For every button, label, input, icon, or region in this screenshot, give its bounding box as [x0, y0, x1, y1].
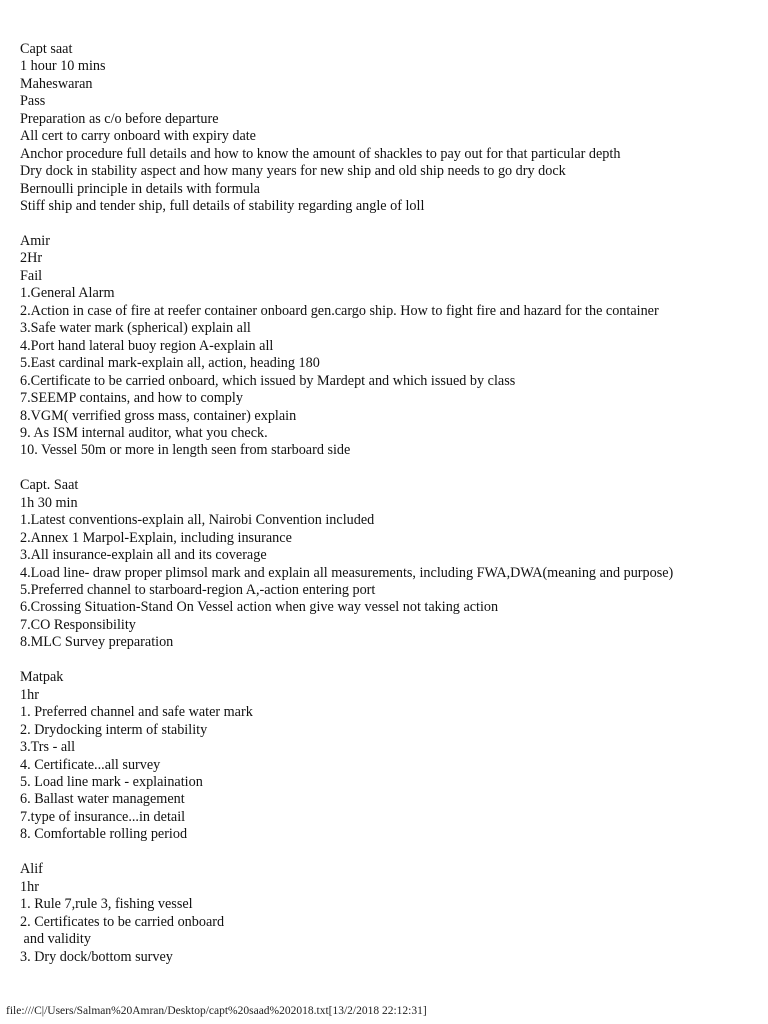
question-item: 4. Certificate...all survey: [20, 756, 161, 773]
question-item: 8.VGM( verrified gross mass, container) explain: [20, 407, 297, 424]
candidate-name: Alif: [20, 861, 43, 878]
question-item: and validity: [20, 931, 91, 948]
question-item: 3.Trs - all: [20, 739, 76, 756]
candidate-name: Maheswaran: [20, 75, 93, 92]
question-item: 7.SEEMP contains, and how to comply: [20, 390, 243, 407]
question-item: Anchor procedure full details and how to know the amount of shackles to pay out for that particular depth: [20, 145, 621, 162]
question-item: 1.Latest conventions-explain all, Nairobi Convention included: [20, 512, 375, 529]
candidate-name: Matpak: [20, 669, 64, 686]
question-item: 2.Action in case of fire at reefer container onboard gen.cargo ship. How to fight fire and hazard for the container: [20, 302, 659, 319]
question-item: 4.Port hand lateral buoy region A-explain all: [20, 337, 274, 354]
question-item: 5.Preferred channel to starboard-region A,-action entering port: [20, 582, 376, 599]
question-item: 2.Annex 1 Marpol-Explain, including insurance: [20, 529, 292, 546]
file-path-footer: file:///C|/Users/Salman%20Amran/Desktop/capt%20saad%202018.txt[13/2/2018 22:12:31]: [6, 1005, 427, 1017]
question-item: 6.Certificate to be carried onboard, which issued by Mardept and which issued by class: [20, 372, 516, 389]
exam-result: Fail: [20, 267, 43, 284]
question-item: Bernoulli principle in details with formula: [20, 180, 260, 197]
question-item: 7.CO Responsibility: [20, 616, 136, 633]
question-item: 1. Preferred channel and safe water mark: [20, 704, 253, 721]
question-item: 9. As ISM internal auditor, what you check.: [20, 424, 268, 441]
exam-duration: 1hr: [20, 686, 39, 703]
question-item: 3.Safe water mark (spherical) explain all: [20, 320, 251, 337]
exam-duration: 1hr: [20, 878, 39, 895]
question-item: Dry dock in stability aspect and how many years for new ship and old ship needs to go dry dock: [20, 163, 566, 180]
exam-section-2: [20, 233, 760, 460]
question-item: 1. Rule 7,rule 3, fishing vessel: [20, 896, 193, 913]
question-item: All cert to carry onboard with expiry date: [20, 128, 256, 145]
candidate-name: Amir: [20, 232, 50, 249]
question-item: Stiff ship and tender ship, full details of stability regarding angle of loll: [20, 198, 425, 215]
question-item: 6. Ballast water management: [20, 791, 185, 808]
question-item: 5. Load line mark - explaination: [20, 773, 203, 790]
question-item: 8.MLC Survey preparation: [20, 634, 174, 651]
question-item: 2. Certificates to be carried onboard: [20, 913, 225, 930]
question-item: 7.type of insurance...in detail: [20, 808, 186, 825]
question-item: 8. Comfortable rolling period: [20, 826, 188, 843]
question-item: 1.General Alarm: [20, 285, 115, 302]
question-item: 6.Crossing Situation-Stand On Vessel action when give way vessel not taking action: [20, 599, 499, 616]
question-item: 3. Dry dock/bottom survey: [20, 948, 173, 965]
exam-result: Pass: [20, 93, 46, 110]
exam-section-1: [20, 41, 760, 216]
question-item: 10. Vessel 50m or more in length seen from starboard side: [20, 442, 351, 459]
examiner-name: Capt. Saat: [20, 477, 79, 494]
examiner-name: Capt saat: [20, 41, 73, 57]
exam-duration: 1 hour 10 mins: [20, 58, 106, 75]
exam-section-5: [20, 861, 760, 966]
question-item: 5.East cardinal mark-explain all, action, heading 180: [20, 355, 320, 372]
exam-duration: 2Hr: [20, 250, 43, 267]
question-item: Preparation as c/o before departure: [20, 110, 219, 127]
question-item: 4.Load line- draw proper plimsol mark and explain all measurements, including FWA,DWA(meaning and purpose): [20, 564, 674, 581]
question-item: 3.All insurance-explain all and its coverage: [20, 547, 267, 564]
exam-section-3: [20, 477, 760, 652]
exam-section-4: [20, 669, 760, 844]
document-body: [20, 41, 760, 983]
question-item: 2. Drydocking interm of stability: [20, 721, 208, 738]
exam-duration: 1h 30 min: [20, 494, 78, 511]
